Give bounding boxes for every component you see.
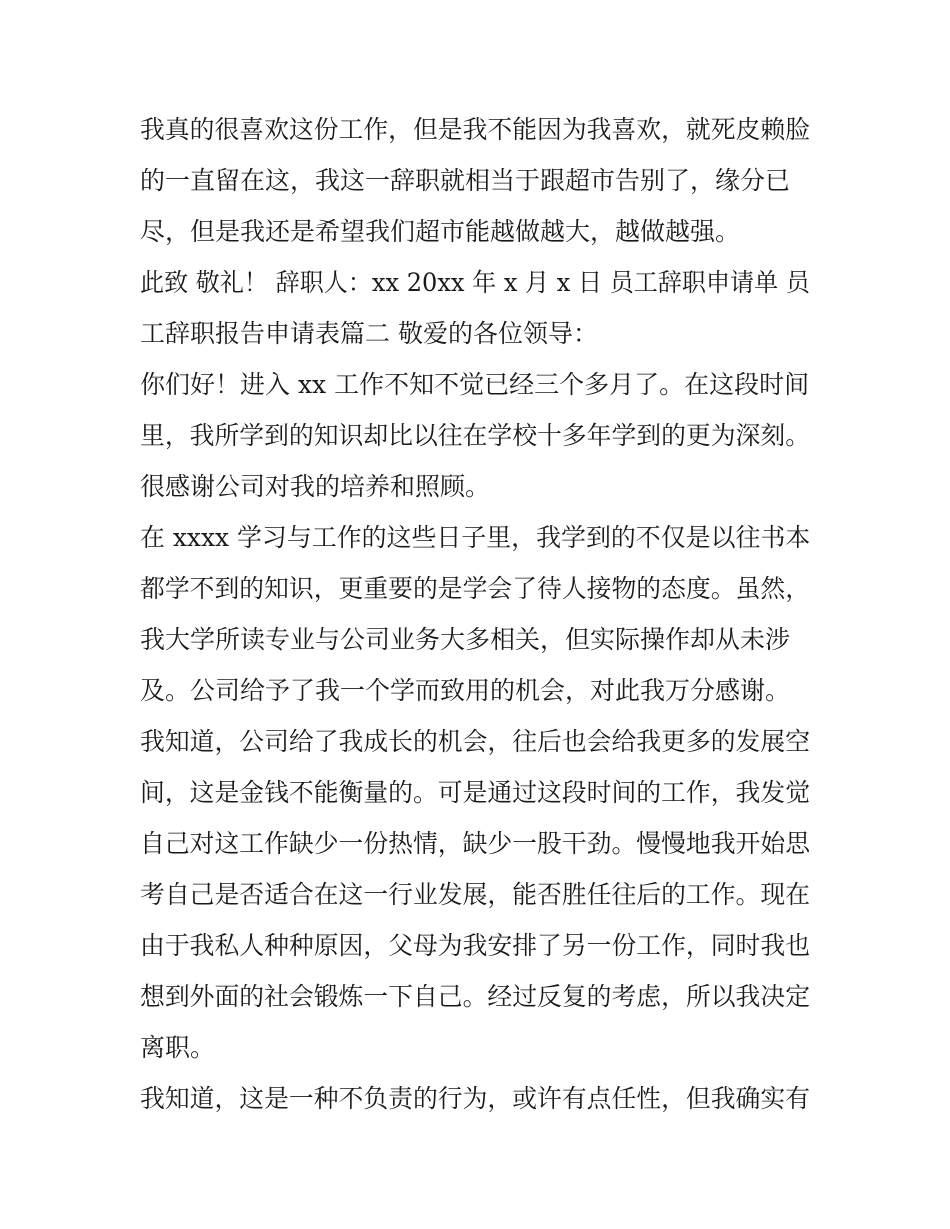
text-line: 尽，但是我还是希望我们超市能越做越大，越做越强。 xyxy=(140,217,741,246)
text-line: 的一直留在这，我这一辞职就相当于跟超市告别了，缘分已 xyxy=(140,166,791,195)
text-line: 在 xxxx 学习与工作的这些日子里，我学到的不仅是以往书本 xyxy=(140,523,811,552)
text-line: 我真的很喜欢这份工作，但是我不能因为我喜欢，就死皮赖脸 xyxy=(140,115,811,144)
text-line: 及。公司给予了我一个学而致用的机会，对此我万分感谢。 xyxy=(140,676,791,705)
text-line: 我知道，公司给了我成长的机会，往后也会给我更多的发展空 xyxy=(140,727,811,756)
text-line: 考自己是否适合在这一行业发展，能否胜任往后的工作。现在 xyxy=(140,880,811,909)
text-line: 间，这是金钱不能衡量的。可是通过这段时间的工作，我发觉 xyxy=(140,778,811,807)
text-line: 工辞职报告申请表篇二 敬爱的各位领导： xyxy=(140,319,598,348)
text-line: 我大学所读专业与公司业务大多相关，但实际操作却从未涉 xyxy=(140,625,791,654)
text-line: 离职。 xyxy=(140,1033,216,1062)
text-line: 很感谢公司对我的培养和照顾。 xyxy=(140,472,491,501)
text-line: 由于我私人种种原因，父母为我安排了另一份工作，同时我也 xyxy=(140,931,811,960)
text-line: 都学不到的知识，更重要的是学会了待人接物的态度。虽然， xyxy=(140,574,811,603)
text-line: 里，我所学到的知识却比以往在学校十多年学到的更为深刻。 xyxy=(140,421,811,450)
text-line: 想到外面的社会锻炼一下自己。经过反复的考虑，所以我决定 xyxy=(140,982,811,1011)
text-line: 自己对这工作缺少一份热情，缺少一股干劲。慢慢地我开始思 xyxy=(140,829,811,858)
text-line: 此致 敬礼！ 辞职人：xx 20xx 年 x 月 x 日 员工辞职申请单 员 xyxy=(140,268,810,297)
text-line: 我知道，这是一种不负责的行为，或许有点任性，但我确实有 xyxy=(140,1084,811,1113)
text-line: 你们好！进入 xx 工作不知不觉已经三个多月了。在这段时间 xyxy=(140,370,810,399)
